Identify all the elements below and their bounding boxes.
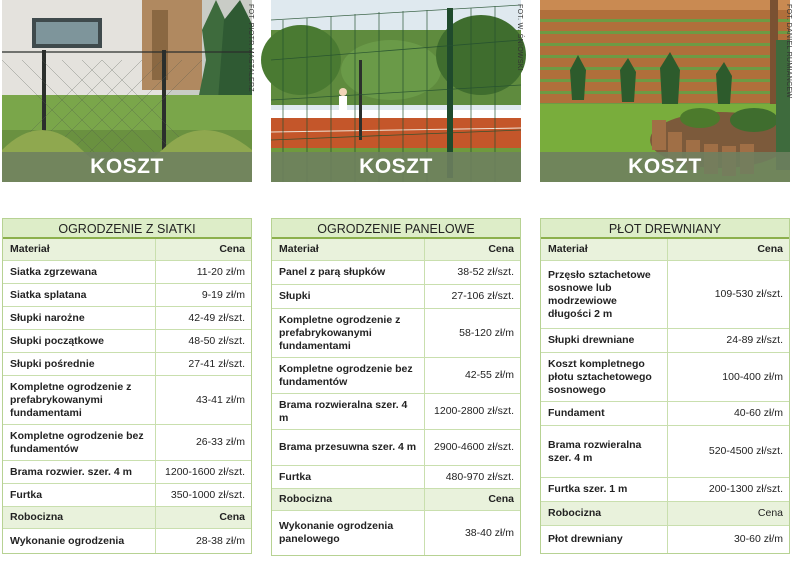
table-row [272,358,520,394]
row-label: Słupki początkowe [10,334,104,347]
photo-panel-fence [271,0,521,182]
cost-banner: KOSZT [540,152,790,182]
table-row [541,261,789,329]
table-row [3,529,251,553]
table-row [3,261,251,284]
row-value: 350-1000 zł/szt. [155,484,251,506]
row-label: Koszt kompletnego płotu sztachetowego sosnowego [548,357,652,396]
cost-banner: KOSZT [271,152,521,182]
table-row [272,309,520,358]
photo-credit: FOT. DANIEL RUMIANCEW [785,4,792,99]
table-row [272,285,520,309]
row-label: Fundament [548,407,605,419]
row-label: Kompletne ogrodzenie z prefabrykowanymi fundamentami [279,313,401,352]
row-value: 30-60 zł/m [667,526,789,553]
row-value: 520-4500 zł/szt. [667,426,789,477]
column-wooden-fence [540,0,790,554]
table-row [3,376,251,425]
row-value: Cena [667,239,789,260]
table-title: PŁOT DREWNIANY [541,219,789,239]
row-label: Brama rozwieralna szer. 4 m [548,438,642,464]
row-label: Słupki narożne [10,311,85,324]
cost-banner: KOSZT [2,152,252,182]
row-value: 11-20 zł/m [155,261,251,283]
table-header-row [541,239,789,261]
row-value: Cena [667,502,789,525]
table-row [3,307,251,330]
row-label: Kompletne ogrodzenie z prefabrykowanymi fundamentami [10,380,132,419]
row-value: 38-52 zł/szt. [424,261,520,284]
table-header-row [3,507,251,529]
table-header-row [3,239,251,261]
photo-wooden-fence [540,0,790,182]
row-value: Cena [155,239,251,260]
row-value: 40-60 zł/m [667,402,789,425]
row-value: 42-49 zł/szt. [155,307,251,329]
row-value: 38-40 zł/m [424,511,520,555]
row-label: Brama przesuwna szer. 4 m [279,441,417,453]
photo-credit: FOT. PIOTR MASTALERZ [247,4,254,92]
price-table [2,218,252,554]
row-value: 26-33 zł/m [155,425,251,460]
row-label: Słupki [279,290,311,302]
table-title: OGRODZENIE PANELOWE [272,219,520,239]
row-value: Cena [424,239,520,260]
row-label: Siatka splatana [10,288,87,301]
table-row [272,466,520,489]
table-row [3,425,251,461]
row-label: Furtka szer. 1 m [548,483,628,495]
table-row [272,394,520,430]
table-header-row [272,239,520,261]
table-row [272,261,520,285]
row-value: 24-89 zł/szt. [667,329,789,352]
row-label: Materiał [541,239,667,260]
row-label: Materiał [3,239,155,260]
row-value: 100-400 zł/m [667,353,789,401]
row-value: 58-120 zł/m [424,309,520,357]
table-header-row [541,502,789,526]
row-label: Kompletne ogrodzenie bez fundamentów [279,362,413,388]
row-label: Robocizna [272,489,424,510]
table-row [3,330,251,353]
table-row [3,284,251,307]
row-value: 2900-4600 zł/szt. [424,430,520,465]
table-row [541,526,789,553]
row-value: 480-970 zł/szt. [424,466,520,488]
row-value: 42-55 zł/m [424,358,520,393]
table-row [541,426,789,478]
table-row [541,329,789,353]
row-label: Słupki pośrednie [10,357,95,370]
row-label: Furtka [279,470,312,483]
price-table [540,218,790,554]
table-row [541,353,789,402]
table-row [541,478,789,502]
row-value: 28-38 zł/m [155,529,251,553]
row-value: 109-530 zł/szt. [667,261,789,328]
row-value: 1200-1600 zł/szt. [155,461,251,483]
row-label: Siatka zgrzewana [10,265,97,278]
row-label: Panel z parą słupków [279,266,386,278]
row-label: Furtka [10,488,43,501]
row-label: Brama rozwieralna szer. 4 m [279,398,408,424]
row-label: Płot drewniany [548,533,623,545]
table-row [3,353,251,376]
row-label: Materiał [272,239,424,260]
row-value: 48-50 zł/szt. [155,330,251,352]
row-value: 43-41 zł/m [155,376,251,424]
row-label: Słupki drewniane [548,334,635,346]
row-label: Przęsło sztachetowe sosnowe lub modrzewiowe długości 2 m [548,268,651,320]
table-row [3,484,251,507]
table-header-row [272,489,520,511]
row-label: Robocizna [541,502,667,525]
row-label: Wykonanie ogrodzenia panelowego [279,520,394,545]
row-value: 27-106 zł/szt. [424,285,520,308]
row-value: 9-19 zł/m [155,284,251,306]
row-label: Brama rozwier. szer. 4 m [10,465,132,478]
row-value: 1200-2800 zł/szt. [424,394,520,429]
row-label: Wykonanie ogrodzenia [10,534,125,547]
column-panel-fence [271,0,521,556]
table-row [3,461,251,484]
column-chain-link-fence [2,0,252,554]
table-row [541,402,789,426]
table-row [272,511,520,555]
row-label: Robocizna [3,507,155,528]
table-title: OGRODZENIE Z SIATKI [3,219,251,239]
price-table [271,218,521,556]
row-value: 27-41 zł/szt. [155,353,251,375]
row-value: 200-1300 zł/szt. [667,478,789,501]
row-label: Kompletne ogrodzenie bez fundamentów [10,429,144,455]
row-value: Cena [155,507,251,528]
table-row [272,430,520,466]
row-value: Cena [424,489,520,510]
photo-credit: FOT. W. ŚNIOWSKI [516,4,523,72]
photo-chain-link-fence [2,0,252,182]
